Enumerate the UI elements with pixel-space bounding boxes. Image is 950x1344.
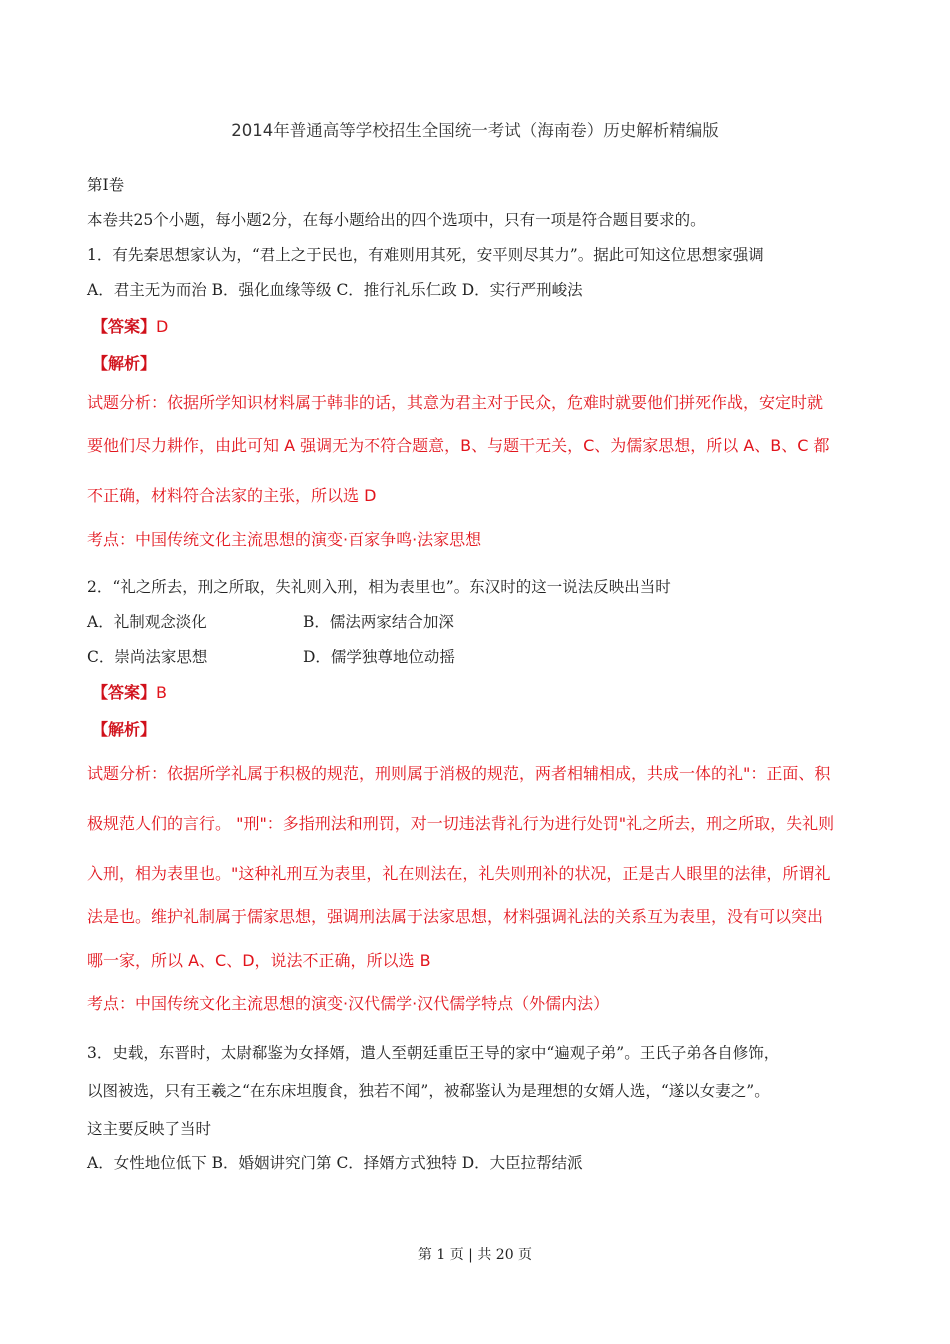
document-title: 2014年普通高等学校招生全国统一考试（海南卷）历史解析精编版 (231, 121, 719, 140)
q2-answer (92, 683, 167, 703)
q1-analysis-line: 试题分析：依据所学知识材料属于韩非的话，其意为君主对于民众，危难时就要他们拼死作战，安定时就 (87, 393, 824, 412)
q2-analysis-line: 法是也。维护礼制属于儒家思想，强调刑法属于法家思想，材料强调礼法的关系互为表里，没有可以突出 (87, 907, 824, 926)
q1-analysis-line: 要他们尽力耕作，由此可知 A 强调无为不符合题意，B、与题干无关，C、为儒家思想，所以 A、B、C 都 (87, 436, 830, 455)
q2-analysis-line: 哪一家，所以 A、C、D，说法不正确，所以选 B (87, 951, 431, 970)
q1-stem: 1．有先秦思想家认为，“君上之于民也，有难则用其死，安平则尽其力”。据此可知这位思想家强调 (87, 246, 764, 264)
q2-analysis-line: 入刑，相为表里也。"这种礼刑互为表里，礼在则法在，礼失则刑补的状况，正是古人眼里的法律，所谓礼 (87, 864, 831, 883)
q1-options: A．君主无为而治 B．强化血缘等级 C．推行礼乐仁政 D．实行严刑峻法 (87, 281, 583, 299)
q2-stem: 2．“礼之所去，刑之所取，失礼则入刑，相为表里也”。东汉时的这一说法反映出当时 (87, 578, 671, 596)
q2-kaodian: 考点：中国传统文化主流思想的演变·汉代儒学·汉代儒学特点（外儒内法） (87, 994, 610, 1013)
q2-option-d: D．儒学独尊地位动摇 (303, 648, 455, 666)
q3-stem-line: 这主要反映了当时 (87, 1120, 212, 1138)
answer-label: 【答案】 (92, 317, 157, 336)
q3-stem-line: 3．史载，东晋时，太尉郗鉴为女择婿，遣人至朝廷重臣王导的家中“遍观子弟”。王氏子弟各自修饰， (87, 1044, 780, 1062)
section-heading: 第I卷 (87, 176, 125, 194)
q1-answer (92, 317, 168, 337)
q2-option-a: A．礼制观念淡化 (87, 613, 207, 631)
q1-analysis-line: 不正确，材料符合法家的主张，所以选 D (87, 486, 377, 505)
q2-analysis-line: 试题分析：依据所学礼属于积极的规范，刑则属于消极的规范，两者相辅相成，共成一体的礼"：正面、积 (87, 764, 831, 783)
q3-stem-line: 以图被选，只有王羲之“在东床坦腹食，独若不闻”，被郗鉴认为是理想的女婿人选，“遂以女妻之”。 (87, 1082, 770, 1100)
q3-options: A．女性地位低下 B．婚姻讲究门第 C．择婿方式独特 D．大臣拉帮结派 (87, 1154, 583, 1172)
section-intro: 本卷共25个小题，每小题2分，在每小题给出的四个选项中，只有一项是符合题目要求的。 (87, 211, 706, 229)
q1-kaodian: 考点：中国传统文化主流思想的演变·百家争鸣·法家思想 (87, 530, 482, 549)
page-footer: 第 1 页 | 共 20 页 (417, 1247, 533, 1263)
q2-option-b: B．儒法两家结合加深 (303, 613, 454, 631)
answer-label: 【答案】 (92, 683, 157, 702)
q2-option-c: C．崇尚法家思想 (87, 648, 208, 666)
answer-value: D (156, 317, 169, 336)
q2-analysis-line: 极规范人们的言行。 "刑"：多指刑法和刑罚，对一切违法背礼行为进行处罚"礼之所去，刑之所取，失礼则 (87, 814, 835, 833)
q1-analysis-label: 【解析】 (92, 354, 157, 373)
answer-value: B (156, 683, 167, 702)
q2-analysis-label: 【解析】 (92, 720, 157, 739)
